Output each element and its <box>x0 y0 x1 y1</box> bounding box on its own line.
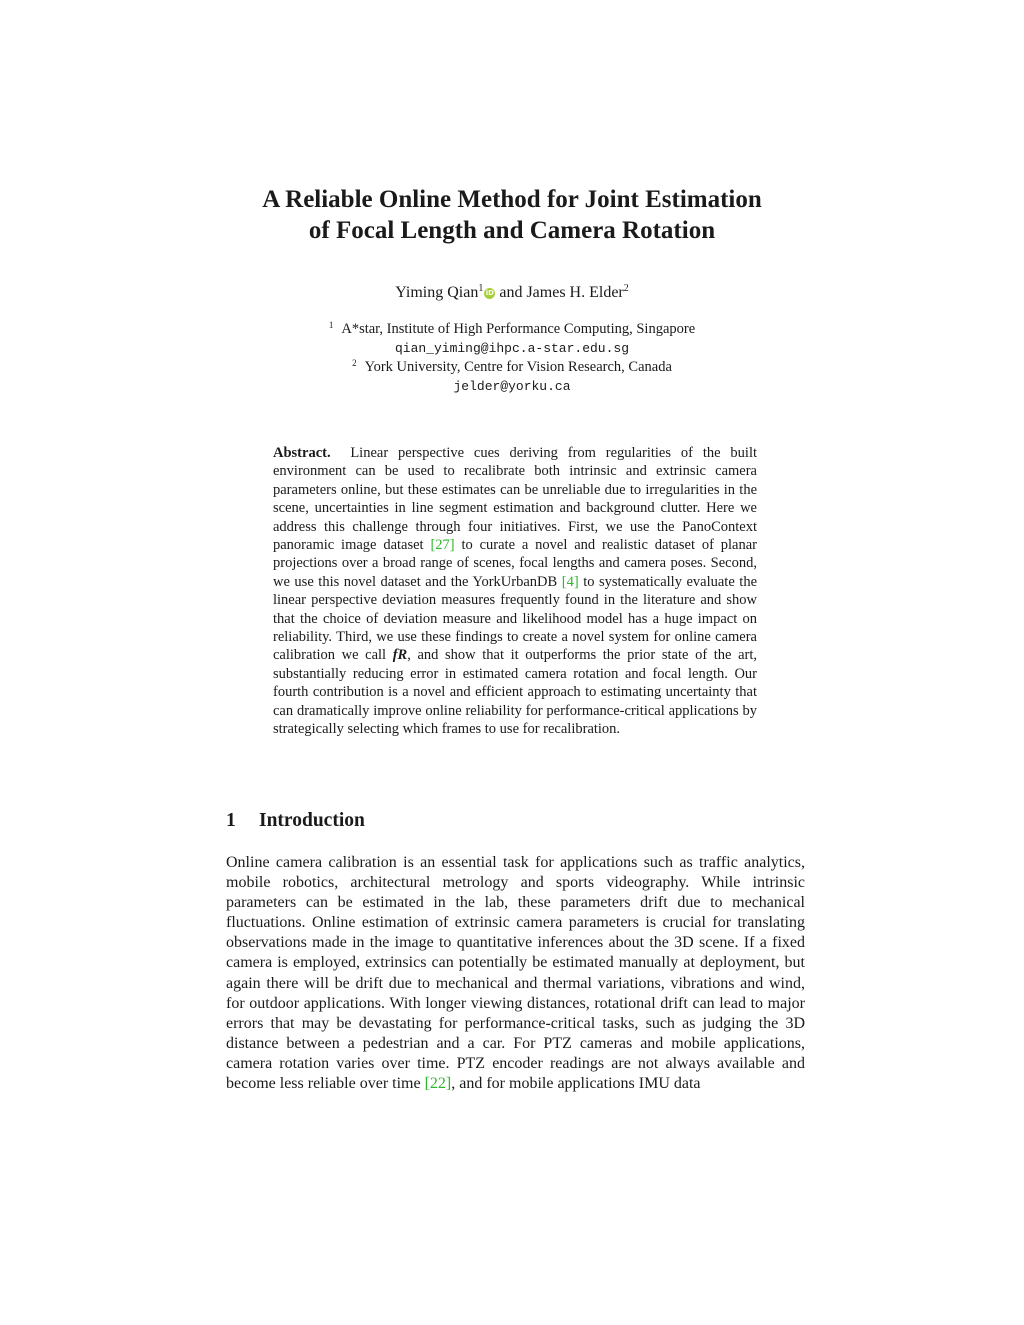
email-text: jelder@yorku.ca <box>453 378 571 394</box>
paper-title <box>0 184 1024 246</box>
citation-link[interactable]: [27] <box>430 537 455 554</box>
method-name: fR <box>392 647 408 664</box>
affiliation-marker: 2 <box>623 283 629 294</box>
affiliations <box>0 320 1024 396</box>
abstract <box>273 444 757 739</box>
title-line-2: of Focal Length and Camera Rotation <box>308 217 716 244</box>
abstract-text: , and show that it outperforms the prior state of the art, substantially reducing error in estimated camera rotation and focal length. Our fourth contribution is a novel and efficient approach to estimating uncertainty that can dramatically improve online reliability for performance-critical applications by strategically selecting which frames to use for recalibration. <box>273 647 758 738</box>
affiliation-email[interactable] <box>0 339 1024 359</box>
affiliation-marker: 1 <box>478 283 484 294</box>
abstract-text: to curate a novel and realistic dataset of planar projections over a broad range of scenes, focal lengths and camera poses. Second, we use this novel dataset and the YorkUrbanDB <box>273 537 757 590</box>
orcid-icon[interactable]: iD <box>485 289 494 297</box>
section-heading <box>226 809 365 833</box>
affiliation-line <box>0 320 1024 339</box>
affiliation-line <box>0 358 1024 377</box>
affiliation-number: 1 <box>328 320 334 330</box>
abstract-text: to systematically evaluate the linear perspective deviation measures frequently found in the literature and show that the choice of deviation measure and likelihood model has a huge impact on reliability. Third, we use these findings to create a novel system for online camera calibration we call <box>273 573 758 664</box>
affiliation-name: York University, Centre for Vision Research, Canada <box>364 359 672 375</box>
email-text: qian_yiming@ihpc.a-star.edu.sg <box>394 340 630 356</box>
abstract-text: Linear perspective cues deriving from regularities of the built environment can be used to recalibrate both intrinsic and extrinsic camera parameters online, but these estimates can be unreliable due to irregularities in the scene, uncertainties in line segment estimation and background clutter. Here we address this challenge through four initiatives. First, we use the PanoContext panoramic image dataset <box>273 445 757 554</box>
affiliation-number: 2 <box>352 358 357 368</box>
intro-paragraph <box>226 853 805 1094</box>
author-name: Yiming Qian <box>395 284 479 301</box>
abstract-label: Abstract. <box>273 445 331 461</box>
citation-link[interactable]: [4] <box>561 573 579 590</box>
title-line-1: A Reliable Online Method for Joint Estimation <box>262 186 762 213</box>
section-title: Introduction <box>259 810 365 831</box>
author-conjunction: and <box>499 284 523 301</box>
author-name: James H. Elder <box>526 284 624 301</box>
body-text: Online camera calibration is an essential task for applications such as traffic analytics, mobile robotics, architectural metrology and sports videography. While intrinsic parameters can be estimated in the lab, these parameters drift due to mechanical fluctuations. Online estimation of extrinsic camera parameters is crucial for translating observations made in the image to quantitative inferences about the 3D scene. If a fixed camera is employed, extrinsics can potentially be estimated manually at deployment, but again there will be drift due to mechanical and thermal variations, vibrations and wind, for outdoor applications. With longer viewing distances, rotational drift can lead to major errors that may be devastating for performance-critical tasks, such as judging the 3D distance between a pedestrian and a car. For PTZ cameras and mobile applications, camera rotation varies over time. PTZ encoder readings are not always available and become less reliable over time <box>226 854 805 1093</box>
affiliation-name: A*star, Institute of High Performance Computing, Singapore <box>341 321 696 337</box>
body-text: , and for mobile applications IMU data <box>451 1075 701 1093</box>
citation-link[interactable]: [22] <box>424 1075 452 1093</box>
section-number: 1 <box>226 810 236 831</box>
affiliation-email[interactable] <box>0 377 1024 397</box>
author-list <box>0 283 1024 303</box>
